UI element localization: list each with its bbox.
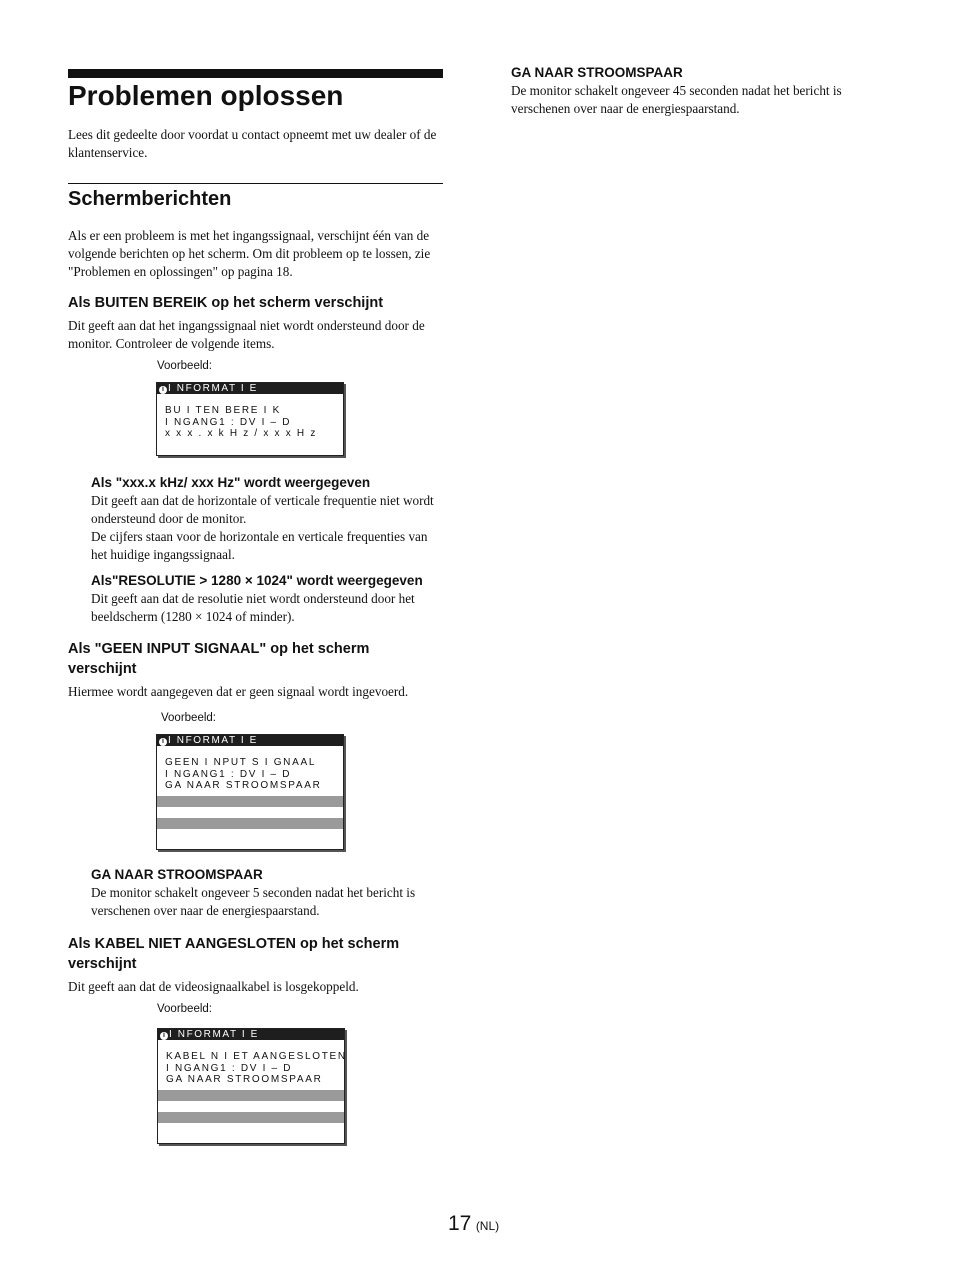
- osd-title: I NFORMAT I E: [168, 735, 258, 746]
- intro-text: Lees dit gedeelte door voordat u contact opneemt met uw dealer of de klantenservice.: [68, 127, 437, 160]
- osd-line: GA NAAR STROOMSPAAR: [165, 780, 322, 791]
- osd-gray-band: [157, 818, 343, 829]
- right-text: De monitor schakelt ongeveer 45 seconden nadat het bericht is verschenen over naar de energiespaarstand.: [511, 83, 842, 116]
- page-title: Problemen oplossen: [68, 80, 344, 111]
- osd-gray-band: [157, 796, 343, 807]
- geen-heading: Als "GEEN INPUT SIGNAAL" op het scherm verschijnt: [68, 641, 370, 677]
- sub2-heading: Als"RESOLUTIE > 1280 × 1024" wordt weergegeven: [91, 573, 423, 588]
- buiten-text: Dit geeft aan dat het ingangssignaal niet wordt ondersteund door de monitor. Controleer de volgende items.: [68, 318, 425, 351]
- osd-gray-band: [158, 1112, 344, 1123]
- osd-line: GEEN I NPUT S I GNAAL: [165, 757, 317, 768]
- osd-gray-band: [158, 1090, 344, 1101]
- info-icon: i: [160, 1032, 168, 1040]
- info-icon: i: [159, 738, 167, 746]
- osd-title-bar: [158, 1029, 344, 1040]
- geen-sub-text: De monitor schakelt ongeveer 5 seconden nadat het bericht is verschenen over naar de energiespaarstand.: [91, 885, 416, 918]
- section-title: Schermberichten: [68, 188, 232, 210]
- info-icon: i: [159, 386, 167, 394]
- osd-title-bar: [157, 383, 343, 394]
- section-intro: Als er een probleem is met het ingangssignaal, verschijnt één van de volgende berichten op het scherm. Om dit probleem op te lossen, zie "Problemen en oplossingen" op pagina 18.: [68, 228, 431, 279]
- osd-line: BU I TEN BERE I K: [165, 405, 281, 416]
- sub2-text: Dit geeft aan dat de resolutie niet wordt ondersteund door het beeldscherm (1280 × 1024 of minder).: [91, 591, 415, 624]
- kabel-example-label: Voorbeeld:: [157, 1003, 212, 1015]
- buiten-heading: Als BUITEN BEREIK op het scherm verschijnt: [68, 295, 384, 311]
- sub1-heading: Als "xxx.x kHz/ xxx Hz" wordt weergegeven: [91, 475, 371, 490]
- title-rule: [68, 69, 443, 78]
- sub1-text2: De cijfers staan voor de horizontale en verticale frequenties van het huidige ingangssignaal.: [91, 529, 428, 562]
- osd-line: x x x . x k H z / x x x H z: [165, 428, 318, 439]
- osd-line: I NGANG1 : DV I – D: [165, 416, 292, 428]
- geen-example-label: Voorbeeld:: [161, 712, 216, 724]
- osd-line: GA NAAR STROOMSPAAR: [166, 1074, 323, 1085]
- osd-title: I NFORMAT I E: [169, 1029, 259, 1040]
- right-heading: GA NAAR STROOMSPAAR: [511, 65, 683, 80]
- osd-line: I NGANG1 : DV I – D: [166, 1062, 293, 1074]
- sub1-text: Dit geeft aan dat de horizontale of verticale frequentie niet wordt ondersteund door de monitor.: [91, 493, 434, 526]
- kabel-text: Dit geeft aan dat de videosignaalkabel is losgekoppeld.: [68, 979, 359, 994]
- page-number: 17: [448, 1212, 472, 1235]
- buiten-example-label: Voorbeeld:: [157, 360, 212, 372]
- osd-title: I NFORMAT I E: [168, 383, 258, 394]
- osd-title-bar: [157, 735, 343, 746]
- osd-white-band: [157, 807, 343, 818]
- page-number-block: [448, 1212, 499, 1236]
- osd-line: I NGANG1 : DV I – D: [165, 768, 292, 780]
- osd-buiten-bereik: [156, 382, 344, 456]
- geen-text: Hiermee wordt aangegeven dat er geen signaal wordt ingevoerd.: [68, 684, 409, 699]
- kabel-heading: Als KABEL NIET AANGESLOTEN op het scherm verschijnt: [68, 936, 400, 972]
- osd-white-band: [158, 1101, 344, 1112]
- osd-line: KABEL N I ET AANGESLOTEN: [166, 1051, 347, 1062]
- page-lang: (NL): [475, 1219, 500, 1233]
- osd-kabel-niet-aangesloten: [157, 1028, 345, 1144]
- geen-sub-heading: GA NAAR STROOMSPAAR: [91, 867, 263, 882]
- section-rule: [68, 183, 443, 184]
- osd-geen-input-signaal: [156, 734, 344, 850]
